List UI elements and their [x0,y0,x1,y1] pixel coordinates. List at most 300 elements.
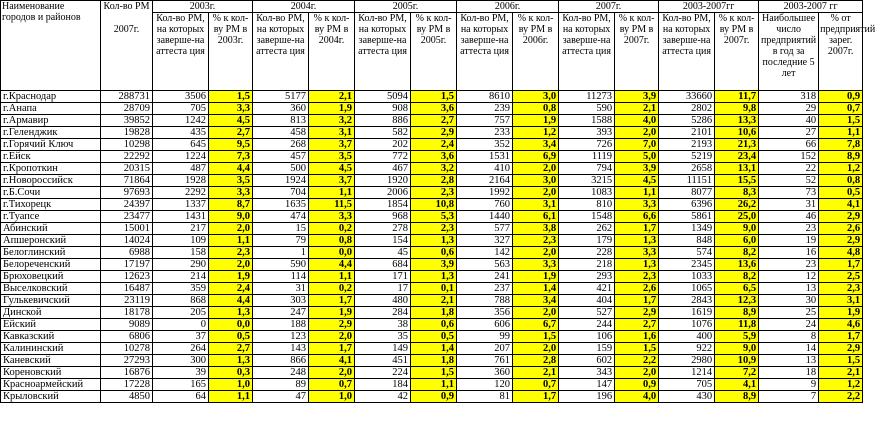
value-cell: 143 [253,343,309,355]
value-cell: 247 [253,307,309,319]
header-count-2004: Кол-во РМ, на которых заверше-на аттеста ция [253,13,309,91]
percent-cell: 1,1 [209,391,253,403]
percent-cell: 2,7 [209,127,253,139]
header-year-2005: 2005г. [355,1,457,13]
percent-cell: 2,1 [513,367,559,379]
value-cell: 327 [457,235,513,247]
percent-cell: 1,0 [309,391,355,403]
percent-cell: 0,9 [615,379,659,391]
percent-cell: 1,7 [513,391,559,403]
value-cell: 303 [253,295,309,307]
value-cell: 288731 [101,91,153,103]
value-cell: 480 [355,295,411,307]
value-cell: 171 [355,271,411,283]
header-count-total: Кол-во РМ, на которых заверше-на аттеста ция [659,13,715,91]
percent-cell: 1,3 [209,307,253,319]
percent-cell: 2,0 [209,223,253,235]
value-cell: 159 [559,343,615,355]
row-name-cell: г.Анапа [1,103,101,115]
value-cell: 12623 [101,271,153,283]
percent-cell: 4,0 [615,115,659,127]
percent-cell: 5,0 [615,151,659,163]
value-cell: 1083 [559,187,615,199]
header-pct-total: % к кол-ву РМ в 2007г. [715,13,759,91]
percent-cell: 0,5 [819,187,863,199]
value-cell: 40 [759,115,819,127]
percent-cell: 10,9 [715,355,759,367]
value-cell: 205 [153,307,209,319]
value-cell: 38 [355,319,411,331]
header-year-total: 2003-2007гг [659,1,759,13]
header-year-2007: 2007г. [559,1,659,13]
value-cell: 12 [759,271,819,283]
value-cell: 154 [355,235,411,247]
table-row [1,175,863,187]
percent-cell: 1,5 [411,91,457,103]
row-name-cell: Крыловский [1,391,101,403]
value-cell: 18178 [101,307,153,319]
row-name-cell: г.Ейск [1,151,101,163]
value-cell: 772 [355,151,411,163]
value-cell: 15 [253,223,309,235]
value-cell: 9 [759,379,819,391]
row-name-cell: Динской [1,307,101,319]
percent-cell: 1,7 [615,295,659,307]
value-cell: 3506 [153,91,209,103]
value-cell: 241 [457,271,513,283]
table-row [1,163,863,175]
percent-cell: 0,3 [209,367,253,379]
row-name-cell: Кореновский [1,367,101,379]
header-max-enterprises: Наибольшее число предприятий в год за последние 5 лет [759,13,819,91]
header-pct-2003: % к кол-ву РМ в 2003г. [209,13,253,91]
value-cell: 1242 [153,115,209,127]
percent-cell: 2,0 [513,343,559,355]
value-cell: 248 [253,367,309,379]
percent-cell: 3,4 [513,295,559,307]
percent-cell: 0,6 [411,247,457,259]
percent-cell: 1,7 [819,259,863,271]
percent-cell: 2,2 [615,355,659,367]
percent-cell: 9,8 [715,103,759,115]
value-cell: 7 [759,391,819,403]
percent-cell: 1,7 [615,223,659,235]
value-cell: 1928 [153,175,209,187]
value-cell: 360 [457,367,513,379]
value-cell: 6988 [101,247,153,259]
value-cell: 6806 [101,331,153,343]
value-cell: 1033 [659,271,715,283]
value-cell: 360 [253,103,309,115]
value-cell: 45 [355,247,411,259]
percent-cell: 3,1 [309,127,355,139]
value-cell: 31 [253,283,309,295]
row-name-cell: г.Б.Сочи [1,187,101,199]
percent-cell: 3,9 [615,91,659,103]
percent-cell: 1,2 [819,379,863,391]
percent-cell: 7,0 [615,139,659,151]
percent-cell: 9,5 [209,139,253,151]
value-cell: 467 [355,163,411,175]
percent-cell: 2,3 [411,223,457,235]
percent-cell: 1,8 [411,307,457,319]
value-cell: 158 [153,247,209,259]
percent-cell: 8,7 [209,199,253,211]
percent-cell: 3,2 [411,163,457,175]
value-cell: 602 [559,355,615,367]
table-row [1,295,863,307]
value-cell: 35 [355,331,411,343]
percent-cell: 1,7 [819,331,863,343]
value-cell: 430 [659,391,715,403]
row-name-cell: г.Краснодар [1,91,101,103]
percent-cell: 1,9 [209,271,253,283]
value-cell: 149 [355,343,411,355]
percent-cell: 4,1 [819,199,863,211]
value-cell: 218 [559,259,615,271]
row-name-cell: Абинский [1,223,101,235]
row-name-cell: г.Горячий Ключ [1,139,101,151]
value-cell: 760 [457,199,513,211]
percent-cell: 1,1 [209,235,253,247]
percent-cell: 2,0 [615,367,659,379]
value-cell: 788 [457,295,513,307]
value-cell: 19828 [101,127,153,139]
value-cell: 123 [253,331,309,343]
value-cell: 705 [659,379,715,391]
value-cell: 25 [759,307,819,319]
value-cell: 2345 [659,259,715,271]
value-cell: 66 [759,139,819,151]
value-cell: 202 [355,139,411,151]
value-cell: 52 [759,175,819,187]
value-cell: 527 [559,307,615,319]
value-cell: 704 [253,187,309,199]
percent-cell: 2,8 [513,355,559,367]
header-rm [101,1,153,91]
value-cell: 2006 [355,187,411,199]
percent-cell: 6,9 [513,151,559,163]
percent-cell: 0,8 [309,235,355,247]
value-cell: 268 [253,139,309,151]
value-cell: 563 [457,259,513,271]
percent-cell: 4,1 [309,355,355,367]
percent-cell: 15,5 [715,175,759,187]
value-cell: 352 [457,139,513,151]
value-cell: 81 [457,391,513,403]
value-cell: 1076 [659,319,715,331]
value-cell: 233 [457,127,513,139]
value-cell: 16876 [101,367,153,379]
percent-cell: 2,1 [615,103,659,115]
header-year-2006: 2006г. [457,1,559,13]
percent-cell: 1,1 [309,271,355,283]
table-row [1,91,863,103]
value-cell: 114 [253,271,309,283]
percent-cell: 3,3 [309,211,355,223]
percent-cell: 1,3 [411,271,457,283]
value-cell: 487 [153,163,209,175]
percent-cell: 1,3 [615,235,659,247]
value-cell: 1065 [659,283,715,295]
value-cell: 5286 [659,115,715,127]
table-row [1,223,863,235]
percent-cell: 4,4 [309,259,355,271]
percent-cell: 2,6 [615,283,659,295]
percent-cell: 3,6 [411,103,457,115]
value-cell: 574 [659,247,715,259]
percent-cell: 2,2 [819,391,863,403]
percent-cell: 2,6 [819,223,863,235]
percent-cell: 2,4 [411,139,457,151]
value-cell: 16487 [101,283,153,295]
percent-cell: 2,9 [411,127,457,139]
percent-cell: 1,2 [513,127,559,139]
value-cell: 1119 [559,151,615,163]
value-cell: 404 [559,295,615,307]
percent-cell: 0,0 [209,319,253,331]
percent-cell: 6,1 [513,211,559,223]
percent-cell: 0,2 [309,223,355,235]
value-cell: 14024 [101,235,153,247]
percent-cell: 3,7 [309,175,355,187]
value-cell: 17228 [101,379,153,391]
value-cell: 99 [457,331,513,343]
value-cell: 188 [253,319,309,331]
value-cell: 1214 [659,367,715,379]
row-name-cell: Ейский [1,319,101,331]
percent-cell: 2,0 [309,367,355,379]
row-name-cell: Белоглинский [1,247,101,259]
value-cell: 1619 [659,307,715,319]
percent-cell: 8,9 [819,151,863,163]
value-cell: 152 [759,151,819,163]
value-cell: 1548 [559,211,615,223]
percent-cell: 0,7 [309,379,355,391]
row-name-cell: Калининский [1,343,101,355]
value-cell: 42 [355,391,411,403]
value-cell: 868 [153,295,209,307]
value-cell: 813 [253,115,309,127]
table-row [1,127,863,139]
percent-cell: 8,2 [715,247,759,259]
value-cell: 207 [457,343,513,355]
percent-cell: 2,9 [819,235,863,247]
value-cell: 9089 [101,319,153,331]
percent-cell: 1,9 [309,103,355,115]
row-name-cell: г.Тихорецк [1,199,101,211]
percent-cell: 2,0 [309,331,355,343]
percent-cell: 3,5 [309,151,355,163]
value-cell: 23119 [101,295,153,307]
value-cell: 165 [153,379,209,391]
percent-cell: 1,1 [309,187,355,199]
value-cell: 23 [759,223,819,235]
value-cell: 18 [759,367,819,379]
table-row [1,115,863,127]
row-name-cell: г.Геленджик [1,127,101,139]
percent-cell: 3,3 [615,247,659,259]
percent-cell: 4,1 [715,379,759,391]
row-name-cell: Выселковский [1,283,101,295]
percent-cell: 4,5 [209,115,253,127]
value-cell: 244 [559,319,615,331]
value-cell: 224 [355,367,411,379]
value-cell: 228 [559,247,615,259]
percent-cell: 3,9 [411,259,457,271]
value-cell: 284 [355,307,411,319]
percent-cell: 13,3 [715,115,759,127]
value-cell: 196 [559,391,615,403]
value-cell: 109 [153,235,209,247]
percent-cell: 1,4 [513,283,559,295]
value-cell: 8077 [659,187,715,199]
percent-cell: 3,1 [819,295,863,307]
value-cell: 11273 [559,91,615,103]
value-cell: 590 [559,103,615,115]
value-cell: 1531 [457,151,513,163]
percent-cell: 4,6 [819,319,863,331]
table-row [1,367,863,379]
percent-cell: 1,7 [309,295,355,307]
value-cell: 11151 [659,175,715,187]
row-name-cell: Апшеронский [1,235,101,247]
value-cell: 300 [153,355,209,367]
percent-cell: 9,0 [715,223,759,235]
value-cell: 1635 [253,199,309,211]
value-cell: 5219 [659,151,715,163]
value-cell: 359 [153,283,209,295]
value-cell: 97693 [101,187,153,199]
percent-cell: 3,0 [513,175,559,187]
percent-cell: 2,8 [411,175,457,187]
percent-cell: 1,8 [411,355,457,367]
percent-cell: 2,0 [513,187,559,199]
value-cell: 217 [153,223,209,235]
percent-cell: 6,6 [615,211,659,223]
value-cell: 264 [153,343,209,355]
table-row [1,343,863,355]
percent-cell: 2,1 [411,295,457,307]
value-cell: 31 [759,199,819,211]
percent-cell: 7,8 [819,139,863,151]
value-cell: 71864 [101,175,153,187]
percent-cell: 0,6 [411,319,457,331]
table-row [1,319,863,331]
percent-cell: 9,0 [715,343,759,355]
percent-cell: 4,0 [615,391,659,403]
value-cell: 13 [759,355,819,367]
percent-cell: 2,3 [819,283,863,295]
percent-cell: 1,3 [209,355,253,367]
percent-cell: 6,0 [715,235,759,247]
value-cell: 421 [559,283,615,295]
percent-cell: 9,0 [209,211,253,223]
value-cell: 120 [457,379,513,391]
header-pct-2006: % к кол-ву РМ в 2006г. [513,13,559,91]
percent-cell: 1,9 [309,307,355,319]
value-cell: 27 [759,127,819,139]
value-cell: 848 [659,235,715,247]
percent-cell: 2,7 [615,319,659,331]
percent-cell: 8,3 [715,187,759,199]
value-cell: 290 [153,259,209,271]
percent-cell: 2,0 [209,259,253,271]
value-cell: 968 [355,211,411,223]
value-cell: 922 [659,343,715,355]
percent-cell: 1,5 [615,343,659,355]
value-cell: 1588 [559,115,615,127]
value-cell: 2164 [457,175,513,187]
percent-cell: 2,5 [819,271,863,283]
value-cell: 2658 [659,163,715,175]
percent-cell: 23,4 [715,151,759,163]
value-cell: 239 [457,103,513,115]
percent-cell: 10,8 [411,199,457,211]
value-cell: 2843 [659,295,715,307]
percent-cell: 1,5 [209,91,253,103]
table-body [1,91,863,403]
row-name-cell: Кавказский [1,331,101,343]
value-cell: 293 [559,271,615,283]
percent-cell: 11,5 [309,199,355,211]
percent-cell: 1,1 [615,187,659,199]
table-row [1,271,863,283]
value-cell: 6396 [659,199,715,211]
header-year-2004: 2004г. [253,1,355,13]
percent-cell: 1,2 [819,163,863,175]
header-pct-enterprises: % от предприятий зарег. 2007г. [819,13,863,91]
table-row [1,211,863,223]
header-year-2003: 2003г. [153,1,253,13]
value-cell: 343 [559,367,615,379]
percent-cell: 2,9 [819,343,863,355]
percent-cell: 0,5 [411,331,457,343]
row-name-cell: Брюховецкий [1,271,101,283]
percent-cell: 12,3 [715,295,759,307]
value-cell: 2193 [659,139,715,151]
value-cell: 645 [153,139,209,151]
value-cell: 262 [559,223,615,235]
value-cell: 47 [253,391,309,403]
value-cell: 757 [457,115,513,127]
percent-cell: 2,3 [209,247,253,259]
value-cell: 106 [559,331,615,343]
header-rm-label: Кол-во РМ [103,1,150,12]
percent-cell: 1,5 [819,355,863,367]
percent-cell: 1,0 [209,379,253,391]
header-name: Наименование городов и районов [1,1,101,91]
value-cell: 24397 [101,199,153,211]
percent-cell: 8,9 [715,391,759,403]
value-cell: 1854 [355,199,411,211]
percent-cell: 2,0 [513,307,559,319]
row-name-cell: Каневский [1,355,101,367]
value-cell: 810 [559,199,615,211]
value-cell: 2101 [659,127,715,139]
percent-cell: 3,3 [209,187,253,199]
percent-cell: 21,3 [715,139,759,151]
table-row [1,259,863,271]
value-cell: 28709 [101,103,153,115]
percent-cell: 0,0 [309,247,355,259]
value-cell: 577 [457,223,513,235]
percent-cell: 1,5 [513,331,559,343]
percent-cell: 3,3 [615,199,659,211]
value-cell: 23 [759,259,819,271]
percent-cell: 0,7 [513,379,559,391]
value-cell: 400 [659,331,715,343]
